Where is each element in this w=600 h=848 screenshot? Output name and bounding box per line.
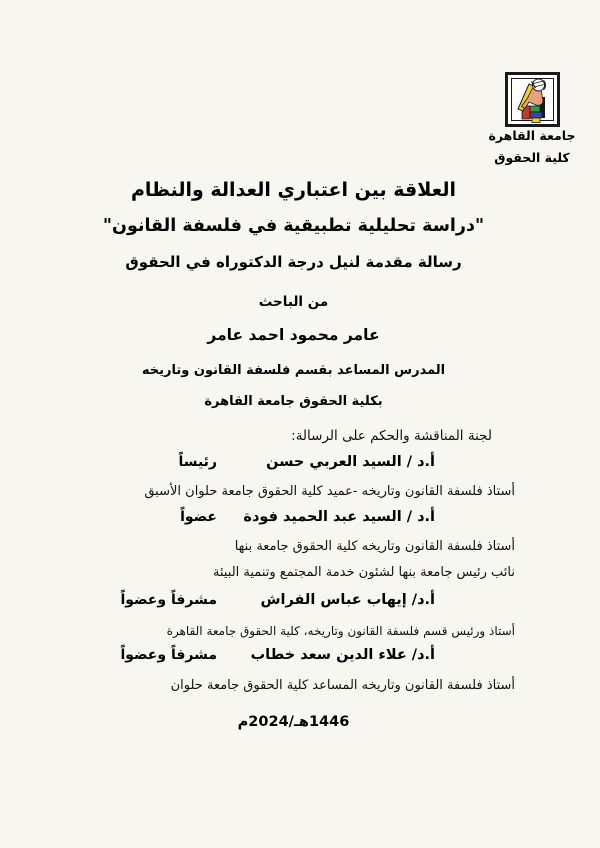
committee-member-name: أ.د / السيد عبد الحميد فودة [243,509,435,525]
committee-member-role: رئيساً [178,454,217,470]
committee-member-role: مشرفاً وعضواً [120,592,217,608]
committee-member-desc: أستاذ فلسفة القانون وتاريخه -عميد كلية الحقوق جامعة حلوان الأسبق [144,484,515,499]
thesis-degree-line: رسالة مقدمة لنيل درجة الدكتوراه في الحقوق [125,253,462,271]
committee-member-desc: نائب رئيس جامعة بنها لشئون خدمة المجتمع وتنمية البيئة [212,565,515,580]
committee-heading: لجنة المناقشة والحكم على الرسالة: [291,428,492,444]
author-position-line1: المدرس المساعد بقسم فلسفة القانون وتاريخه [141,363,446,378]
thesis-title-line2: "دراسة تحليلية تطبيقية في فلسفة القانون" [102,216,485,236]
committee-member-role: عضواً [180,509,217,525]
committee-member-name: أ.د/ إيهاب عباس الفراش [260,592,435,608]
author-position-line2: بكلية الحقوق جامعة القاهرة [204,394,383,409]
committee-member-desc: أستاذ ورئيس قسم فلسفة القانون وتاريخه، كلية الحقوق جامعة القاهرة [166,624,515,638]
cairo-university-logo-icon [505,72,560,127]
committee-member-name: أ.د/ علاء الدين سعد خطاب [250,647,435,663]
committee-member-role: مشرفاً وعضواً [120,647,217,663]
faculty-name: كلية الحقوق [494,149,570,165]
thesis-title-line1: العلاقة بين اعتباري العدالة والنظام [131,179,456,201]
committee-member-name: أ.د / السيد العربي حسن [266,454,435,470]
hijri-gregorian-date: 1446هـ/2024م [237,714,350,730]
author-section-heading: من الباحث [258,294,329,310]
committee-member-desc: أستاذ فلسفة القانون وتاريخه المساعد كلية الحقوق جامعة حلوان [170,678,515,693]
university-header [484,72,580,164]
committee-member-desc: أستاذ فلسفة القانون وتاريخه كلية الحقوق جامعة بنها [234,539,515,554]
university-name: جامعة القاهرة [488,128,576,143]
author-name: عامر محمود احمد عامر [207,326,380,344]
